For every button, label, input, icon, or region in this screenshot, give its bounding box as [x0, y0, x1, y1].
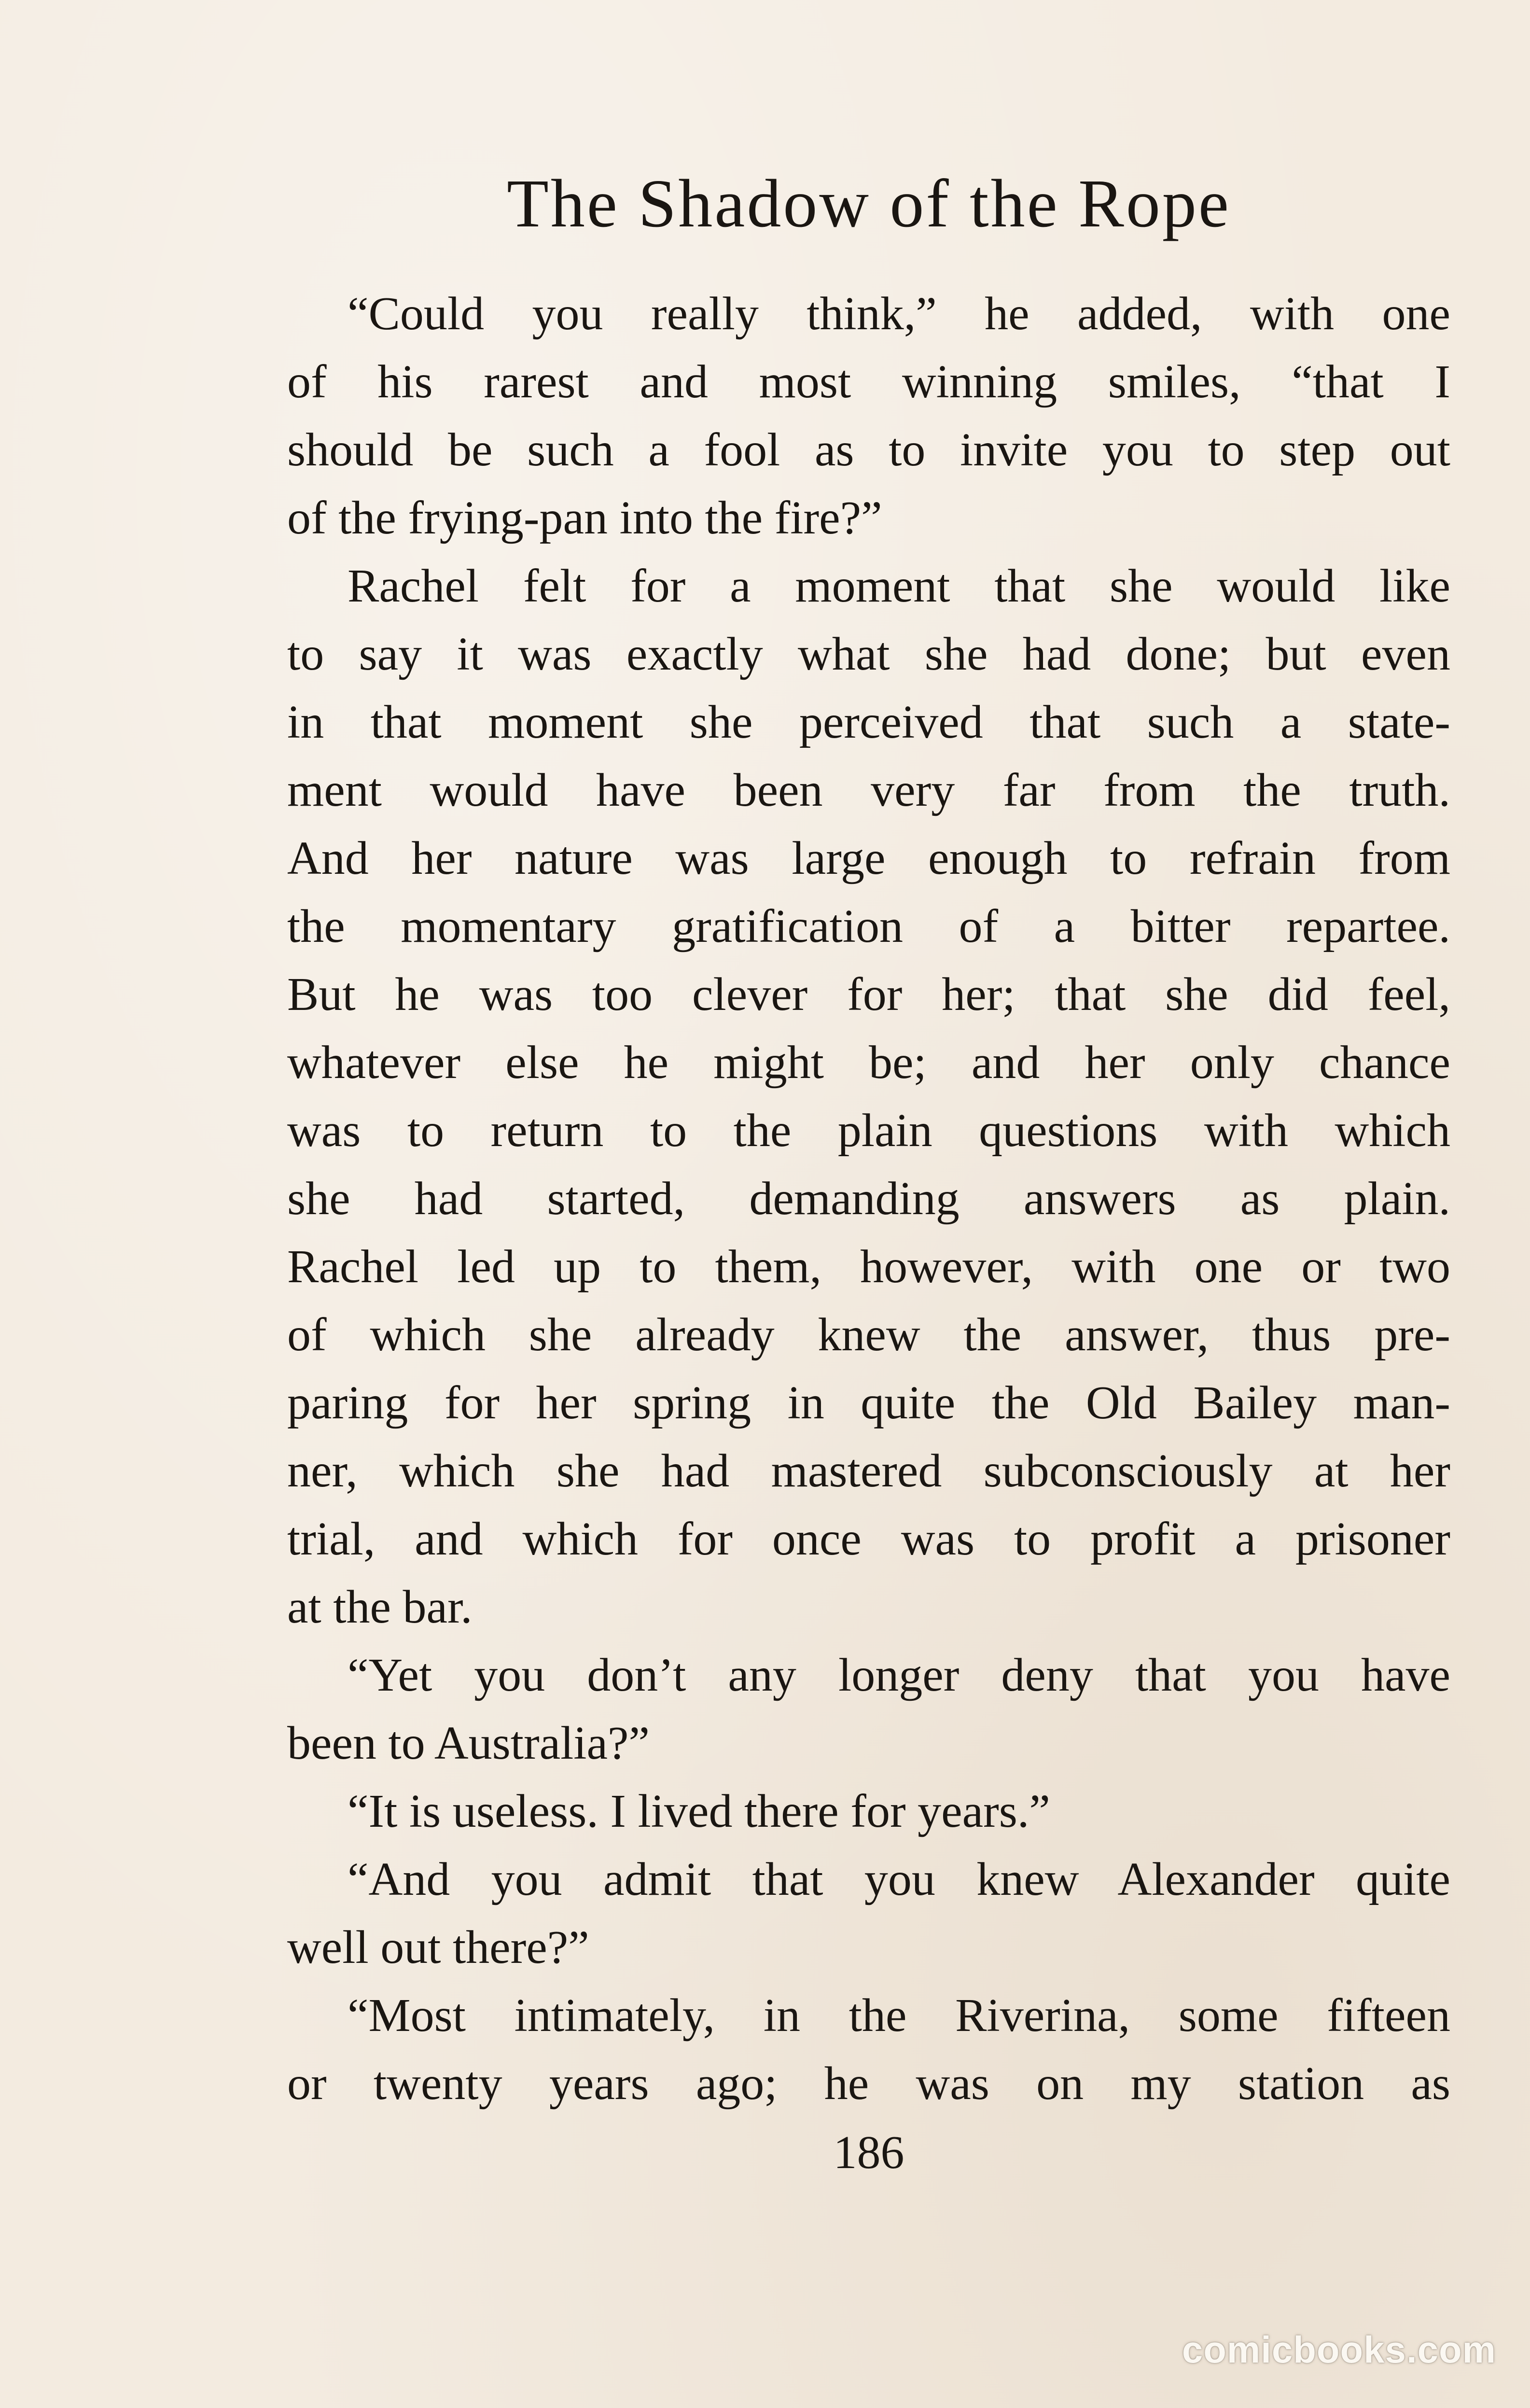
text-line: at the bar.: [287, 1581, 473, 1633]
text-line: in that moment she perceived that such a state-: [287, 696, 1450, 748]
text-line: Rachel felt for a moment that she would like: [348, 560, 1450, 612]
paragraph: [287, 552, 1450, 1641]
text-line: paring for her spring in quite the Old Bailey man-: [287, 1377, 1450, 1429]
text-line: Rachel led up to them, however, with one or two: [287, 1241, 1450, 1293]
text-line: or twenty years ago; he was on my station as: [287, 2058, 1450, 2110]
text-line: was to return to the plain questions with which: [287, 1105, 1450, 1157]
text-line: ment would have been very far from the truth.: [287, 764, 1450, 816]
text-line: “It is useless. I lived there for years.”: [348, 1785, 1050, 1837]
text-line: “And you admit that you knew Alexander quite: [348, 1853, 1450, 1905]
watermark: comicbooks.com: [1182, 2328, 1496, 2371]
text-line: well out there?”: [287, 1921, 589, 1974]
text-line: “Yet you don’t any longer deny that you have: [348, 1649, 1450, 1701]
text-line: been to Australia?”: [287, 1717, 650, 1769]
page-number: 186: [833, 2127, 904, 2179]
paragraph: [287, 1641, 1450, 1778]
text-line: And her nature was large enough to refrain from: [287, 832, 1450, 884]
paragraph: [287, 280, 1450, 552]
text-line: of the frying-pan into the fire?”: [287, 492, 882, 544]
running-title: The Shadow of the Rope: [507, 165, 1231, 241]
text-line: to say it was exactly what she had done; but even: [287, 628, 1450, 680]
text-line: of which she already knew the answer, thus pre-: [287, 1309, 1450, 1361]
text-line: trial, and which for once was to profit a prisoner: [287, 1513, 1450, 1565]
text-line: whatever else he might be; and her only chance: [287, 1036, 1450, 1089]
paragraph: [287, 1778, 1450, 1846]
text-line: ner, which she had mastered subconsciously at her: [287, 1445, 1450, 1497]
paragraph: [287, 1846, 1450, 1982]
text-line: of his rarest and most winning smiles, “that I: [287, 356, 1450, 408]
text-line: “Most intimately, in the Riverina, some fifteen: [348, 1989, 1450, 2042]
text-line: she had started, demanding answers as plain.: [287, 1173, 1450, 1225]
text-line: “Could you really think,” he added, with one: [348, 288, 1450, 340]
text-line: should be such a fool as to invite you to step out: [287, 424, 1450, 476]
text-line: the momentary gratification of a bitter repartee.: [287, 900, 1450, 952]
text-line: But he was too clever for her; that she did feel,: [287, 968, 1450, 1021]
paragraph: [287, 1982, 1450, 2118]
body-text: [287, 280, 1450, 2118]
